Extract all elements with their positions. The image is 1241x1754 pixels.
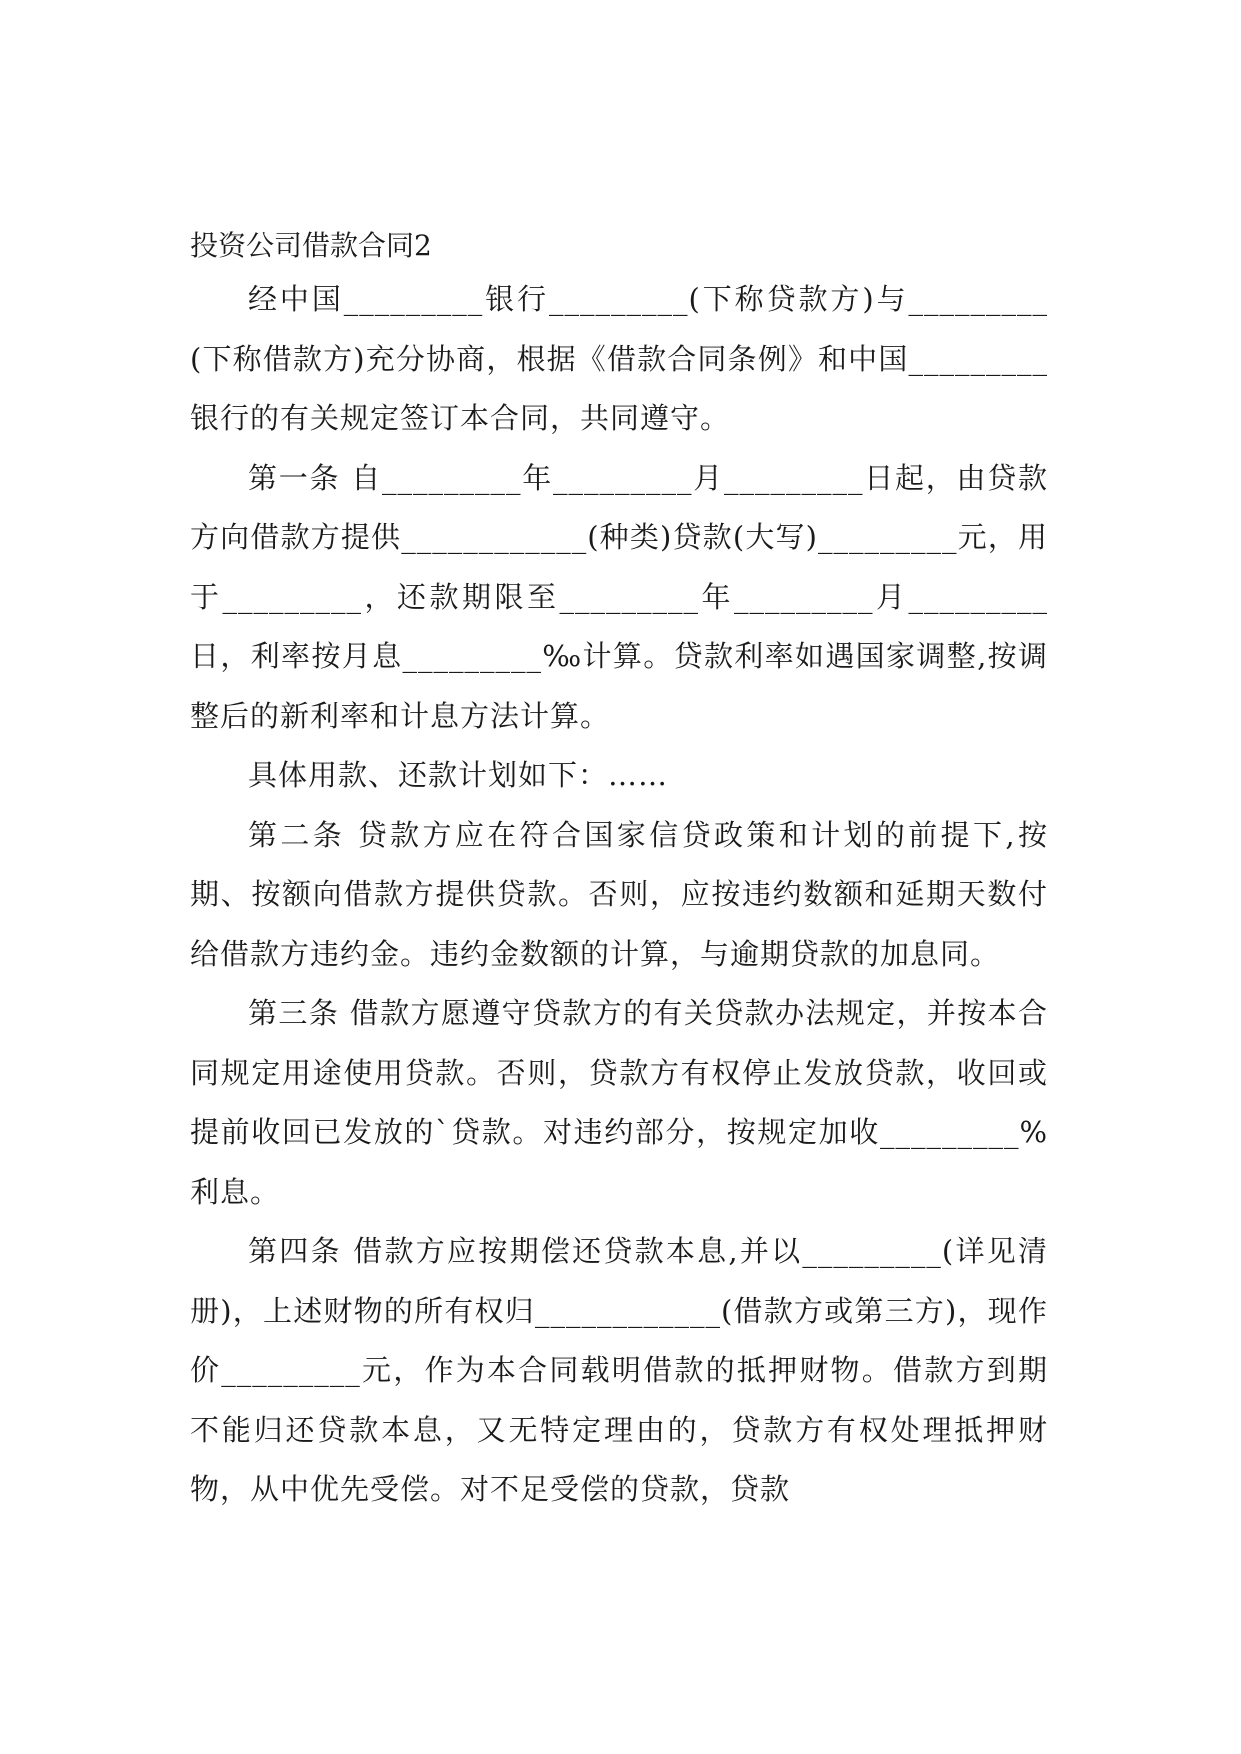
paragraph-article-1: 第一条 自_________年_________月_________日起，由贷款方向借款方提供____________(种类)贷款(大写)_________元，用于_________，还款期限至_________年_________月_________日，利率按月息_________‰计算。贷款利率如遇国家调整,按调整后的新利率和计息方法计算。 — [190, 460, 1048, 733]
paragraph-article-4: 第四条 借款方应按期偿还贷款本息,并以_________(详见清册)，上述财物的所有权归____________(借款方或第三方)，现作价_________元，作为本合同载明借款的抵押财物。借款方到期不能归还贷款本息，又无特定理由的，贷款方有权处理抵押财物，从中优先受偿。对不足受偿的贷款，贷款 — [190, 1234, 1048, 1506]
document-body — [190, 270, 1048, 1520]
paragraph-preamble: 经中国_________银行_________(下称贷款方)与_________(下称借款方)充分协商，根据《借款合同条例》和中国_________银行的有关规定签订本合同，共同遵守。 — [190, 282, 1048, 435]
paragraph-article-2: 第二条 贷款方应在符合国家信贷政策和计划的前提下,按期、按额向借款方提供贷款。否则，应按违约数额和延期天数付给借款方违约金。违约金数额的计算，与逾期贷款的加息同。 — [190, 817, 1048, 971]
paragraph-article-3: 第三条 借款方愿遵守贷款方的有关贷款办法规定，并按本合同规定用途使用贷款。否则，贷款方有权停止发放贷款，收回或提前收回已发放的`贷款。对违约部分，按规定加收_________%利息。 — [190, 996, 1048, 1209]
paragraph-repayment-plan: 具体用款、还款计划如下：…… — [248, 758, 669, 792]
document-title: 投资公司借款合同2 — [190, 229, 432, 262]
